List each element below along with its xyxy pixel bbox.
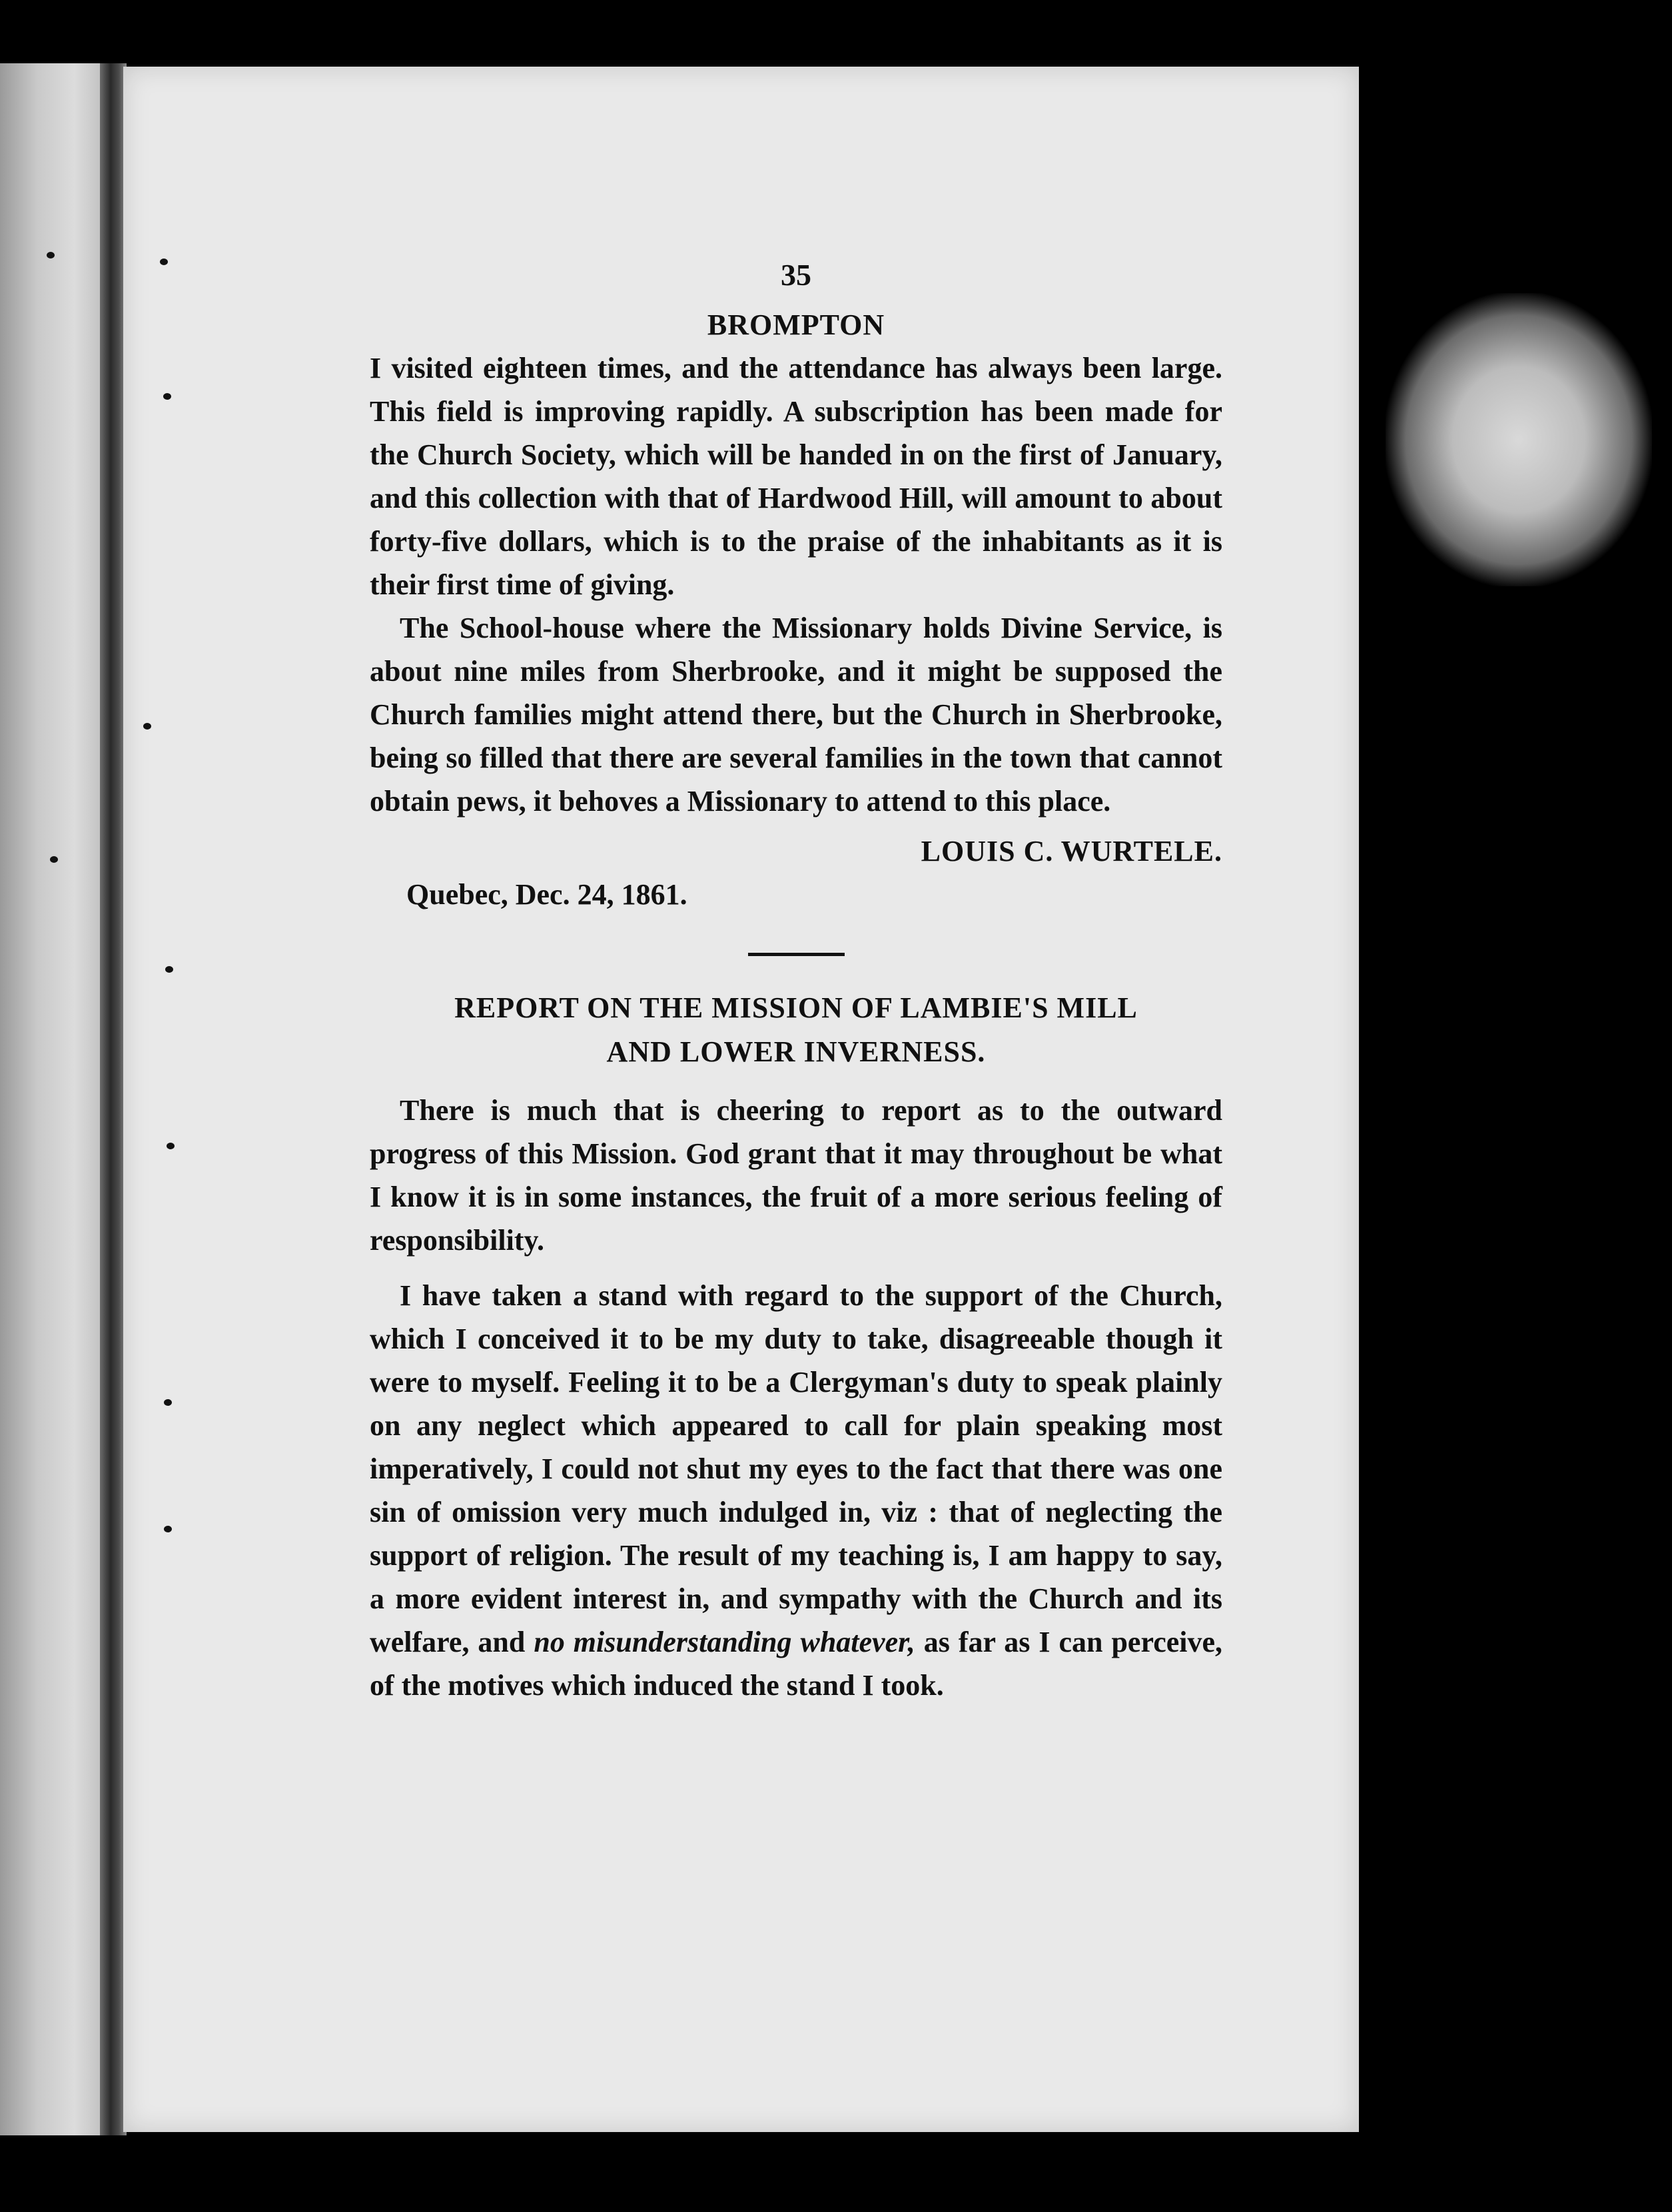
report-paragraph-2-end: as far as I can perceive, of the motives which induced the stand I took. [370,1626,1223,1702]
margin-mark [47,252,55,259]
margin-mark [164,1526,172,1532]
report-paragraph-2-text: I have taken a stand with regard to the support of the Church, which I conceived it to be my duty to take, disagreeable though it were to myself. Feeling it to be a Clergyman's duty to speak plainly on any neglect which appeared to call for plain speaking most imperatively, I could not shut my eyes to the fact that there was one sin of omission very much indulged in, viz : that of neglecting the support of religion. The result of my teaching is, I am happy to say, a more evident interest in, and sympathy with the Church and its welfare, and [370,1279,1222,1658]
margin-mark [165,966,173,973]
margin-mark [50,856,58,863]
dateline: Quebec, Dec. 24, 1861. [406,878,687,911]
facing-page-edge [0,63,107,2135]
report-title-line-2: AND LOWER INVERNESS. [606,1035,986,1068]
report-paragraph-2-italic: no misunderstanding whatever, [534,1626,915,1658]
signature: LOUIS C. WURTELE. [921,835,1222,867]
margin-mark [143,723,151,730]
brompton-paragraph-2: The School-house where the Missionary holds Divine Service, is about nine miles from Sherbrooke, and it might be supposed the Church families might attend there, but the Church in Sherbrooke, being so filled that there are several families in the town that cannot obtain pews, it behoves a Missionary to attend to this place. [370,612,1222,818]
book-gutter [100,63,127,2135]
brompton-paragraph-1: I visited eighteen times, and the attendance has always been large. This field is improving rapidly. A subscription has been made for the Church Society, which will be handed in on the first of January, and this collection with that of Hardwood Hill, will amount to about forty-five dollars, which is to the praise of the inhabitants as it is their first time of giving. [370,352,1222,601]
margin-mark [167,1143,175,1149]
report-paragraph-2 [370,1274,1222,1707]
margin-mark [163,393,171,400]
section-title-brompton: BROMPTON [707,308,885,341]
page-number: 35 [781,258,811,292]
report-paragraph-1: There is much that is cheering to report as to the outward progress of this Mission. God grant that it may throughout be what I know it is in some instances, the fruit of a more serious feeling of responsibility. [370,1094,1222,1257]
report-title [370,986,1222,1074]
page-text [370,253,1222,1707]
paper-damage-spot [1386,293,1652,586]
report-title-line-1: REPORT ON THE MISSION OF LAMBIE'S MILL [454,991,1138,1024]
margin-mark [164,1399,172,1406]
margin-mark [160,259,168,265]
section-divider [748,953,845,956]
